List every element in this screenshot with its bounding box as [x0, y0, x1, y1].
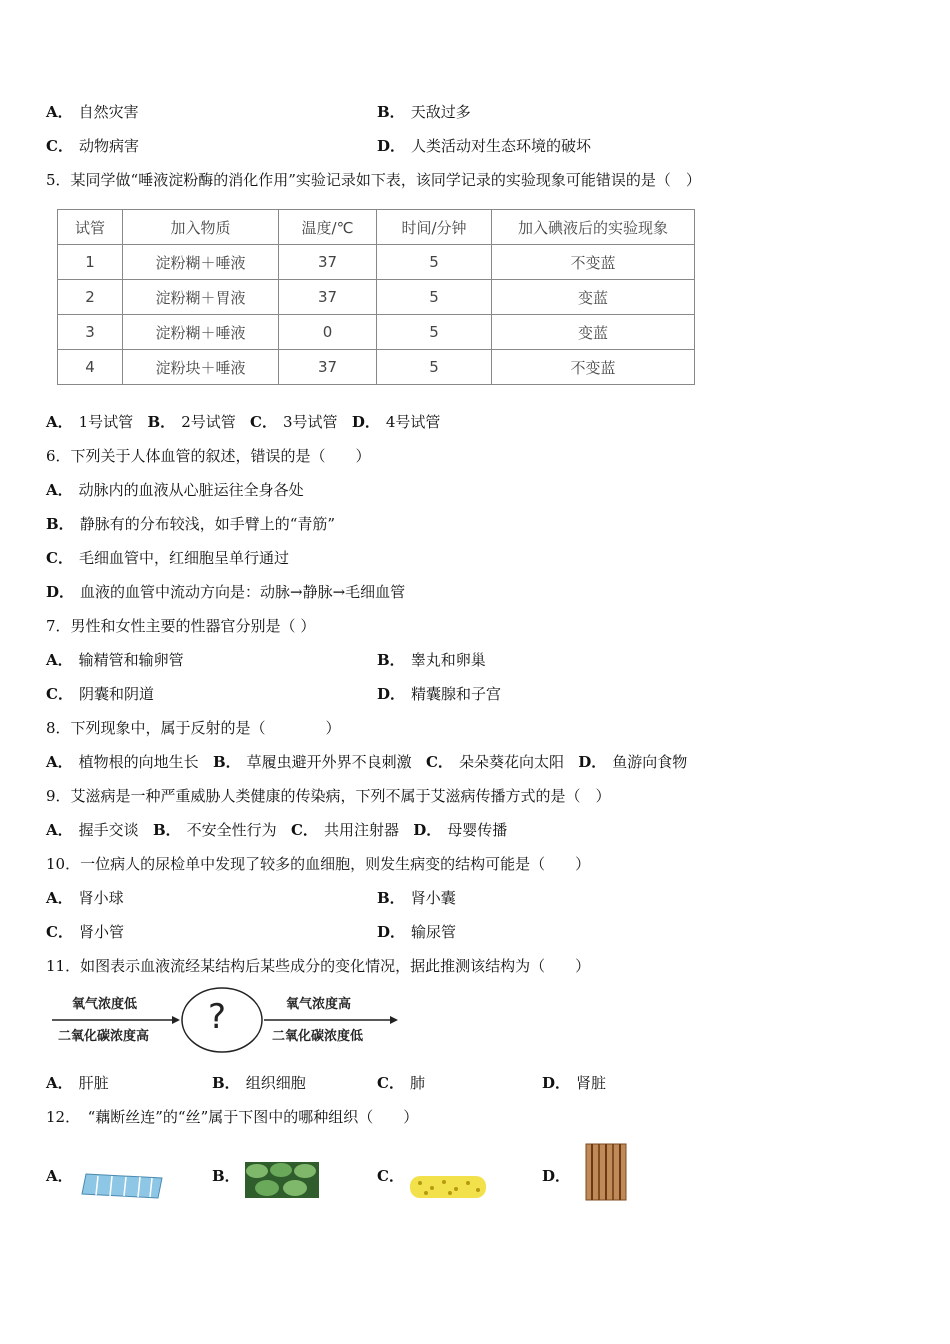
table-cell: 37 [279, 350, 377, 385]
q11-unknown-mark: ? [208, 997, 227, 1037]
q12-option-c-label: C． [377, 1167, 404, 1185]
q6-option-a: A． 动脉内的血液从心脏运往全身各处 [46, 481, 304, 499]
table-header-cell: 试管 [58, 210, 123, 245]
muscle-tissue-image [243, 1160, 321, 1200]
q10-option-c: C． 肾小管 [46, 923, 124, 941]
table-cell: 淀粉块＋唾液 [123, 350, 279, 385]
q11-option-c: C． 肺 [377, 1074, 425, 1092]
q7-option-c: C． 阴囊和阴道 [46, 685, 154, 703]
q11-left-top-label: 氧气浓度低 [72, 997, 138, 1012]
epithelial-tissue-image [78, 1170, 166, 1202]
table-cell: 37 [279, 280, 377, 315]
q11-stem: 11．如图表示血液流经某结构后某些成分的变化情况，据此推测该结构为（ ） [46, 957, 591, 975]
right-arrowhead [390, 1016, 398, 1024]
table-cell: 5 [377, 350, 492, 385]
left-arrowhead [172, 1016, 180, 1024]
q6-option-d: D． 血液的血管中流动方向是：动脉→静脉→毛细血管 [46, 583, 406, 601]
q5-stem: 5．某同学做“唾液淀粉酶的消化作用”实验记录如下表，该同学记录的实验现象可能错误的是（ ） [46, 171, 701, 189]
table-cell: 淀粉糊＋唾液 [123, 315, 279, 350]
table-cell: 淀粉糊＋胃液 [123, 280, 279, 315]
table-cell: 不变蓝 [492, 350, 695, 385]
q11-option-a: A． 肝脏 [46, 1074, 109, 1092]
q6-stem: 6．下列关于人体血管的叙述，错误的是（ ） [46, 447, 371, 465]
q10-option-b: B． 肾小囊 [377, 889, 456, 907]
q4-option-c: C． 动物病害 [46, 137, 139, 155]
q4-option-d: D． 人类活动对生态环境的破坏 [377, 137, 592, 155]
q11-right-bottom-label: 二氧化碳浓度低 [272, 1029, 364, 1044]
q12-option-d-label: D． [542, 1167, 571, 1185]
q5-experiment-table [57, 209, 695, 385]
q11-right-top-label: 氧气浓度高 [286, 997, 352, 1012]
q7-option-a: A． 输精管和输卵管 [46, 651, 184, 669]
table-cell: 4 [58, 350, 123, 385]
q8-options: A． 植物根的向地生长 B． 草履虫避开外界不良刺激 C． 朵朵葵花向太阳 D． 鱼游向食物 [46, 753, 688, 771]
table-cell: 淀粉糊＋唾液 [123, 245, 279, 280]
tissue-c-background [410, 1176, 486, 1198]
q11-option-b: B． 组织细胞 [212, 1074, 306, 1092]
table-cell: 3 [58, 315, 123, 350]
table-cell: 5 [377, 280, 492, 315]
q11-diagram [50, 985, 410, 1055]
table-cell: 5 [377, 315, 492, 350]
q7-stem: 7．男性和女性主要的性器官分别是（ ） [46, 617, 316, 635]
q8-stem: 8．下列现象中，属于反射的是（ ） [46, 719, 341, 737]
q11-left-bottom-label: 二氧化碳浓度高 [58, 1029, 150, 1044]
table-cell: 1 [58, 245, 123, 280]
table-cell: 5 [377, 245, 492, 280]
q9-stem: 9．艾滋病是一种严重威胁人类健康的传染病，下列不属于艾滋病传播方式的是（ ） [46, 787, 611, 805]
table-cell: 2 [58, 280, 123, 315]
q7-option-d: D． 精囊腺和子宫 [377, 685, 502, 703]
q9-options: A． 握手交谈 B． 不安全性行为 C． 共用注射器 D． 母婴传播 [46, 821, 508, 839]
q6-option-b: B． 静脉有的分布较浅，如手臂上的“青筋” [46, 515, 336, 533]
table-cell: 0 [279, 315, 377, 350]
q12-option-b-label: B． [212, 1167, 240, 1185]
table-header-cell: 时间/分钟 [377, 210, 492, 245]
table-header-cell: 温度/℃ [279, 210, 377, 245]
q5-options: A． 1号试管 B． 2号试管 C． 3号试管 D． 4号试管 [46, 413, 441, 431]
q4-option-b: B． 天敌过多 [377, 103, 471, 121]
table-cell: 变蓝 [492, 280, 695, 315]
q4-option-a: A． 自然灾害 [46, 103, 139, 121]
table-header-cell: 加入碘液后的实验现象 [492, 210, 695, 245]
table-row [58, 315, 695, 350]
table-header-cell: 加入物质 [123, 210, 279, 245]
table-cell: 37 [279, 245, 377, 280]
q12-option-a-label: A． [46, 1167, 73, 1185]
table-cell: 变蓝 [492, 315, 695, 350]
vessel-tissue-image [582, 1142, 630, 1202]
table-row [58, 280, 695, 315]
q12-stem: 12． “藕断丝连”的“丝”属于下图中的哪种组织（ ） [46, 1108, 419, 1126]
table-cell: 不变蓝 [492, 245, 695, 280]
q10-option-d: D． 输尿管 [377, 923, 457, 941]
q7-option-b: B． 睾丸和卵巢 [377, 651, 486, 669]
table-row [58, 350, 695, 385]
q10-option-a: A． 肾小球 [46, 889, 124, 907]
table-header-row [58, 210, 695, 245]
q6-option-c: C． 毛细血管中，红细胞呈单行通过 [46, 549, 289, 567]
q11-option-d: D． 肾脏 [542, 1074, 607, 1092]
q10-stem: 10．一位病人的尿检单中发现了较多的血细胞，则发生病变的结构可能是（ ） [46, 855, 591, 873]
table-row [58, 245, 695, 280]
connective-tissue-image [408, 1172, 488, 1202]
